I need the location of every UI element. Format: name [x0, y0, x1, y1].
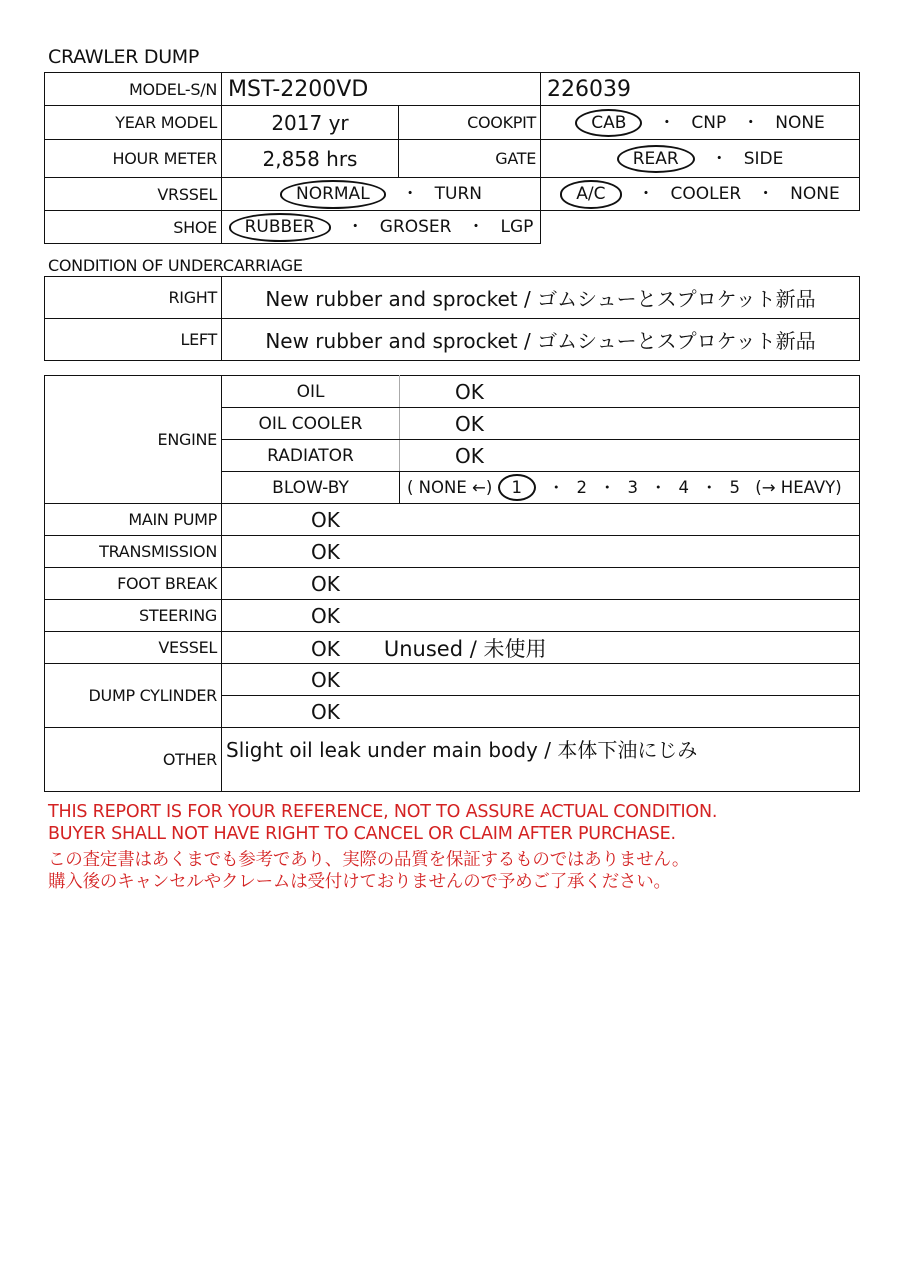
blowby-start: ( NONE ←) [407, 477, 493, 497]
year-value: 2017 yr [222, 106, 399, 140]
model-label: MODEL-S/N [45, 73, 222, 106]
right-label: RIGHT [45, 277, 222, 319]
blowby-level: 2 [576, 477, 588, 497]
engine-label: ENGINE [45, 376, 222, 504]
left-value: New rubber and sprocket / ゴムシューとスプロケット新品 [222, 319, 860, 361]
blowby-level: 3 [627, 477, 639, 497]
cookpit-options: CAB ・ CNP ・ NONE [541, 106, 860, 140]
oil-cooler-value: OK [400, 408, 860, 440]
blowby-scale: ( NONE ←) 1 ・ 2 ・ 3 ・ 4 ・ 5 (→ HEAVY) [400, 472, 860, 504]
oil-label: OIL [222, 376, 400, 408]
transmission-label: TRANSMISSION [45, 536, 222, 568]
foot-break-label: FOOT BREAK [45, 568, 222, 600]
shoe-option: LGP [500, 217, 534, 238]
serial-value: 226039 [541, 73, 860, 106]
gate-label: GATE [399, 140, 541, 178]
oil-cooler-label: OIL COOLER [222, 408, 400, 440]
shoe-label: SHOE [45, 211, 222, 244]
model-value: MST-2200VD [222, 73, 541, 106]
disclaimer-line-2: BUYER SHALL NOT HAVE RIGHT TO CANCEL OR CLAIM AFTER PURCHASE. [48, 824, 676, 844]
oil-value: OK [400, 376, 860, 408]
vessel-type-label: VRSSEL [45, 178, 222, 211]
undercarriage-title: CONDITION OF UNDERCARRIAGE [48, 256, 303, 275]
year-label: YEAR MODEL [45, 106, 222, 140]
dump-cylinder-value-2: OK [222, 696, 860, 728]
cookpit-option: CNP [691, 112, 727, 133]
empty-cell [541, 211, 860, 244]
radiator-label: RADIATOR [222, 440, 400, 472]
shoe-options: RUBBER ・ GROSER ・ LGP [222, 211, 541, 244]
vessel-note: Unused / 未使用 [383, 636, 547, 661]
vessel-type-option-selected: NORMAL [280, 180, 386, 208]
disclaimer-line-1: THIS REPORT IS FOR YOUR REFERENCE, NOT TO ASSURE ACTUAL CONDITION. [48, 802, 718, 822]
foot-break-value: OK [222, 568, 860, 600]
steering-label: STEERING [45, 600, 222, 632]
blowby-end: (→ HEAVY) [755, 477, 842, 497]
ac-option: NONE [790, 184, 840, 205]
main-pump-label: MAIN PUMP [45, 504, 222, 536]
hour-value: 2,858 hrs [222, 140, 399, 178]
blowby-level-selected: 1 [498, 474, 537, 501]
hour-label: HOUR METER [45, 140, 222, 178]
dump-cylinder-value-1: OK [222, 664, 860, 696]
blowby-label: BLOW-BY [222, 472, 400, 504]
left-label: LEFT [45, 319, 222, 361]
cookpit-option: NONE [775, 112, 825, 133]
vessel-type-option: TURN [434, 184, 483, 205]
dump-cylinder-label: DUMP CYLINDER [45, 664, 222, 728]
vessel-type-options: NORMAL ・ TURN [222, 178, 541, 211]
gate-option-selected: REAR [617, 145, 695, 173]
ac-options: A/C ・ COOLER ・ NONE [541, 178, 860, 211]
condition-table [44, 375, 860, 792]
radiator-value: OK [400, 440, 860, 472]
vessel-cell [222, 632, 860, 664]
undercarriage-table [44, 276, 860, 361]
ac-option: COOLER [670, 184, 742, 205]
spec-table [44, 72, 860, 244]
other-label: OTHER [45, 728, 222, 792]
vessel-label: VESSEL [45, 632, 222, 664]
disclaimer-line-4: 購入後のキャンセルやクレームは受付けておりませんので予めご了承ください。 [48, 872, 671, 892]
disclaimer-line-3: この査定書はあくまでも参考であり、実際の品質を保証するものではありません。 [48, 850, 690, 870]
other-value: Slight oil leak under main body / 本体下油にじみ [222, 728, 860, 792]
shoe-option: GROSER [379, 217, 452, 238]
blowby-level: 4 [678, 477, 690, 497]
gate-options: REAR ・ SIDE [541, 140, 860, 178]
main-pump-value: OK [222, 504, 860, 536]
blowby-level: 5 [729, 477, 741, 497]
ac-option-selected: A/C [560, 180, 621, 208]
cookpit-option-selected: CAB [575, 109, 642, 137]
document-title: CRAWLER DUMP [48, 46, 200, 68]
gate-option: SIDE [743, 148, 784, 169]
vessel-value: OK [311, 636, 340, 661]
shoe-option-selected: RUBBER [229, 213, 331, 241]
right-value: New rubber and sprocket / ゴムシューとスプロケット新品 [222, 277, 860, 319]
steering-value: OK [222, 600, 860, 632]
cookpit-label: COOKPIT [399, 106, 541, 140]
transmission-value: OK [222, 536, 860, 568]
